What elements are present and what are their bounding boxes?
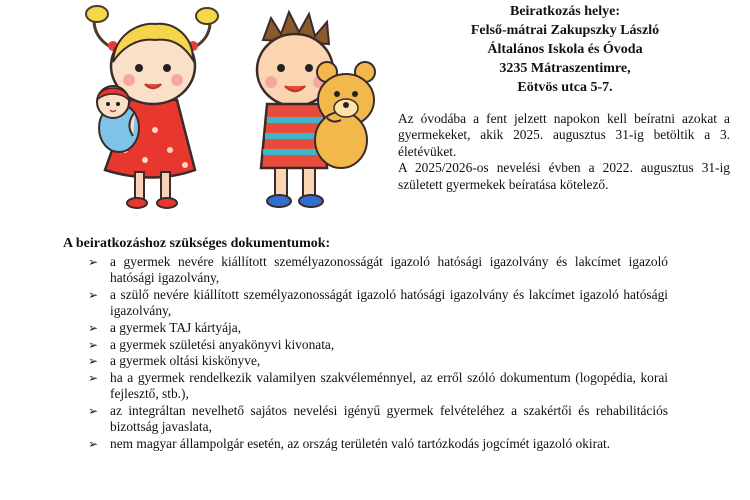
list-item: ➢ a gyermek TAJ kártyája,	[88, 319, 242, 335]
street-address: Eötvös utca 5-7.	[517, 80, 613, 95]
list-item: ➢ a gyermek oltási kiskönyve,	[88, 353, 261, 369]
arrow-bullet-icon: ➢	[88, 354, 99, 369]
school-name-line1: Felső-mátrai Zakupszky László	[470, 23, 660, 38]
location-title: Beiratkozás helye:	[509, 4, 621, 19]
arrow-bullet-icon: ➢	[88, 320, 99, 335]
list-item: ➢ az integráltan nevelhető sajátos nevelési igényű gyermek felvételéhez a szakértői és rehabilitációs bizottság javaslata,	[88, 402, 668, 435]
list-item: ➢ a gyermek születési anyakönyvi kivonata,	[88, 336, 335, 352]
list-item: ➢ a gyermek nevére kiállított személyazonosságát igazoló hatósági igazolvány és lakcímet igazoló hatósági igazolvány,	[88, 254, 668, 286]
list-item: ➢ nem magyar állampolgár esetén, az ország területén való tartózkodás jogcímét igazoló okirat.	[88, 435, 611, 451]
arrow-bullet-icon: ➢	[88, 370, 99, 385]
arrow-bullet-icon: ➢	[88, 337, 99, 352]
enrollment-location	[400, 2, 730, 97]
girl-figure	[86, 6, 218, 208]
arrow-bullet-icon: ➢	[88, 255, 99, 269]
postal-city: 3235 Mátraszentimre,	[499, 61, 631, 76]
arrow-bullet-icon: ➢	[88, 403, 99, 418]
intro-paragraph-2: A 2025/2026-os nevelési évben a 2022. augusztus 31-ig született gyermekek beíratása kötelező.	[398, 160, 730, 192]
intro-text	[398, 111, 730, 193]
list-item: ➢ ha a gyermek rendelkezik valamilyen szakvéleménnyel, az erről szóló dokumentum (logopédia, korai fejlesztő, stb.),	[88, 369, 668, 402]
documents-list	[88, 254, 668, 452]
children-illustration	[75, 0, 395, 225]
documents-heading: A beiratkozáshoz szükséges dokumentumok:	[63, 236, 331, 251]
list-item: ➢ a szülő nevére kiállított személyazonosságát igazoló hatósági igazolvány és lakcímet igazoló hatósági igazolvány,	[88, 286, 668, 319]
arrow-bullet-icon: ➢	[88, 287, 99, 302]
boy-figure	[257, 12, 375, 207]
school-name-line2: Általános Iskola és Óvoda	[487, 42, 643, 57]
intro-paragraph-1: Az óvodába a fent jelzett napokon kell beíratni azokat a gyermekeket, akik 2025. augusztus 31-ig betöltik a 3. életévüket.	[398, 111, 730, 159]
arrow-bullet-icon: ➢	[88, 436, 99, 451]
